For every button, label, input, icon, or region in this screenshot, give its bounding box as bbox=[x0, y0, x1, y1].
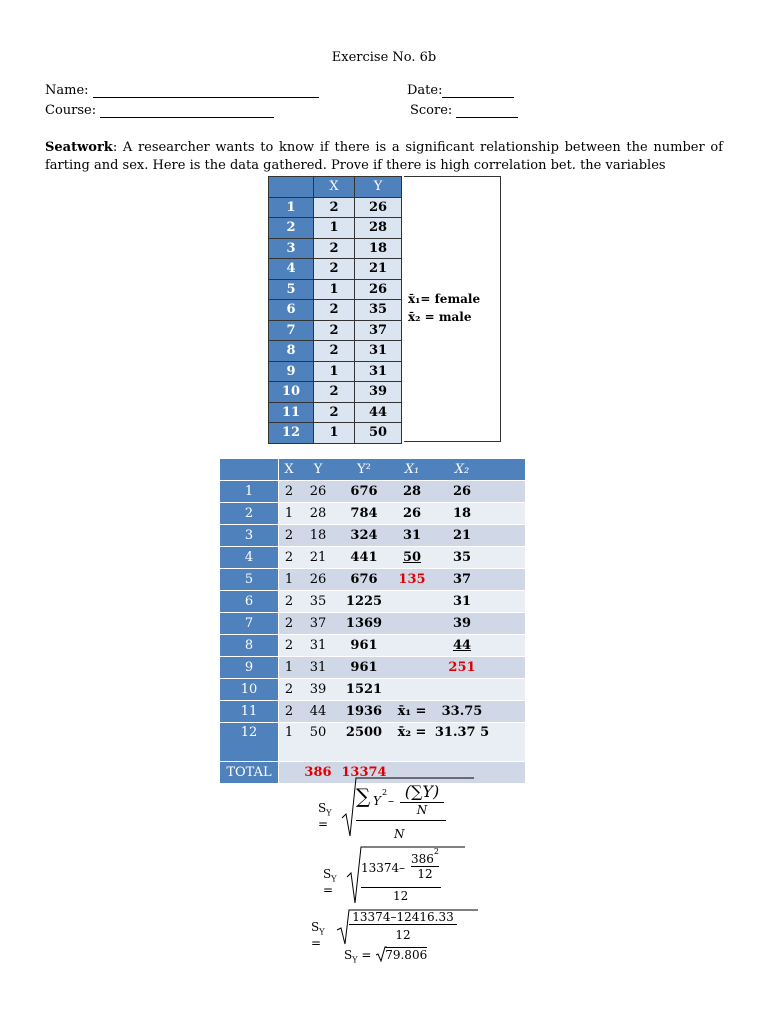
minus-sign: – bbox=[388, 794, 394, 808]
table-cell: 2 bbox=[279, 525, 300, 547]
table-cell: 2 bbox=[279, 635, 300, 657]
table-header-row bbox=[269, 177, 402, 198]
table-row bbox=[220, 657, 525, 679]
table-row bbox=[220, 481, 525, 503]
table-cell bbox=[391, 657, 433, 679]
total-y: 386 bbox=[299, 762, 337, 784]
table-cell: 2 bbox=[279, 481, 300, 503]
table-cell: 2 bbox=[314, 402, 355, 423]
table-cell bbox=[491, 569, 525, 591]
table-cell: 1 bbox=[279, 723, 300, 762]
table-cell: 676 bbox=[337, 481, 391, 503]
table-cell bbox=[433, 679, 491, 701]
sum-y-value: 386 bbox=[411, 852, 434, 866]
table-cell: 21 bbox=[355, 259, 402, 280]
table-cell: 28 bbox=[355, 218, 402, 239]
row-index: 10 bbox=[269, 382, 314, 403]
table-cell: 33.75 bbox=[433, 701, 491, 723]
formula-4 bbox=[344, 948, 427, 964]
y-symbol: Y bbox=[373, 794, 381, 808]
row-index: 11 bbox=[269, 402, 314, 423]
row-index: 9 bbox=[269, 361, 314, 382]
table-cell: 31 bbox=[355, 361, 402, 382]
row-index: 1 bbox=[269, 197, 314, 218]
table-cell: 2500 bbox=[337, 723, 391, 762]
sy-label: S bbox=[311, 920, 320, 934]
table-cell: 135 bbox=[391, 569, 433, 591]
row-index: 10 bbox=[220, 679, 279, 701]
legend bbox=[408, 290, 480, 326]
table-cell: 44 bbox=[355, 402, 402, 423]
row-index: 2 bbox=[269, 218, 314, 239]
table-cell: 37 bbox=[355, 320, 402, 341]
formula-3-denominator: 12 bbox=[395, 928, 411, 942]
score-field[interactable] bbox=[410, 103, 518, 118]
table-cell: 961 bbox=[337, 635, 391, 657]
table-cell bbox=[391, 591, 433, 613]
course-label: Course: bbox=[45, 103, 97, 118]
sy-sub: Y bbox=[331, 874, 337, 884]
table-row bbox=[220, 613, 525, 635]
table-cell bbox=[491, 525, 525, 547]
table-cell bbox=[391, 635, 433, 657]
table-row bbox=[220, 701, 525, 723]
table-cell: 1936 bbox=[337, 701, 391, 723]
row-index: 7 bbox=[220, 613, 279, 635]
table-cell bbox=[279, 762, 300, 784]
square-sup: 2 bbox=[433, 847, 439, 856]
table-cell: 1521 bbox=[337, 679, 391, 701]
table-row bbox=[269, 218, 402, 239]
table-cell: 31 bbox=[299, 657, 337, 679]
table-cell: 1 bbox=[314, 279, 355, 300]
table-row bbox=[269, 402, 402, 423]
inner-fraction bbox=[400, 782, 444, 817]
table-cell: 2 bbox=[279, 591, 300, 613]
table-cell: 18 bbox=[355, 238, 402, 259]
sy-sub: Y bbox=[326, 808, 332, 818]
table-cell: 39 bbox=[355, 382, 402, 403]
table-cell: 26 bbox=[355, 279, 402, 300]
table-cell bbox=[491, 723, 525, 762]
row-index: 6 bbox=[269, 300, 314, 321]
course-field[interactable] bbox=[45, 103, 274, 118]
table-row bbox=[220, 635, 525, 657]
table-row bbox=[269, 197, 402, 218]
square-sup: 2 bbox=[382, 788, 388, 797]
table-cell: 50 bbox=[391, 547, 433, 569]
table-cell bbox=[491, 613, 525, 635]
table-cell bbox=[491, 657, 525, 679]
table-cell: 441 bbox=[337, 547, 391, 569]
table-cell: 2 bbox=[314, 320, 355, 341]
column-header bbox=[269, 177, 314, 198]
sigma-symbol: ∑ bbox=[356, 784, 371, 808]
row-index: 5 bbox=[220, 569, 279, 591]
row-index: 12 bbox=[269, 423, 314, 444]
column-header: Y² bbox=[337, 459, 391, 481]
column-header: X bbox=[314, 177, 355, 198]
table-row bbox=[269, 238, 402, 259]
table-cell: 37 bbox=[433, 569, 491, 591]
table-cell: 1 bbox=[279, 657, 300, 679]
row-index: 11 bbox=[220, 701, 279, 723]
table-row bbox=[269, 279, 402, 300]
table-cell: 44 bbox=[299, 701, 337, 723]
table-row bbox=[269, 382, 402, 403]
table-cell: 1369 bbox=[337, 613, 391, 635]
table-cell: 2 bbox=[279, 613, 300, 635]
formula-2-numerator bbox=[361, 849, 441, 888]
row-index: 3 bbox=[220, 525, 279, 547]
table-cell: 2 bbox=[314, 238, 355, 259]
table-cell: 31 bbox=[355, 341, 402, 362]
table-cell bbox=[491, 679, 525, 701]
table-cell: 44 bbox=[433, 635, 491, 657]
equals-sign: = bbox=[318, 817, 329, 832]
table-cell: 2 bbox=[314, 259, 355, 280]
table-cell: 28 bbox=[391, 481, 433, 503]
score-label: Score: bbox=[410, 103, 453, 118]
table-cell: 50 bbox=[355, 423, 402, 444]
table-cell: 26 bbox=[433, 481, 491, 503]
table-cell: 31 bbox=[391, 525, 433, 547]
column-header: Y bbox=[299, 459, 337, 481]
legend-female: x̄₁= female bbox=[408, 292, 481, 306]
equals-sign: = bbox=[323, 883, 334, 898]
table-header-row bbox=[220, 459, 525, 481]
table-row bbox=[220, 525, 525, 547]
sy-label: S bbox=[318, 801, 327, 815]
row-index: 6 bbox=[220, 591, 279, 613]
table-cell: 1 bbox=[279, 503, 300, 525]
table-cell: 2 bbox=[279, 701, 300, 723]
column-header: X₁ bbox=[391, 459, 433, 481]
date-label: Date: bbox=[407, 83, 443, 98]
table-cell: 37 bbox=[299, 613, 337, 635]
sy-label: S bbox=[344, 948, 353, 962]
table-cell: 1 bbox=[314, 361, 355, 382]
table-cell: 18 bbox=[433, 503, 491, 525]
table-row bbox=[269, 361, 402, 382]
table-cell: 39 bbox=[299, 679, 337, 701]
formula-3-numerator: 13374–12416.33 bbox=[349, 910, 457, 925]
table-cell: 1225 bbox=[337, 591, 391, 613]
table-cell: 961 bbox=[337, 657, 391, 679]
table-cell bbox=[491, 701, 525, 723]
legend-male: x̄₂ = male bbox=[408, 310, 472, 324]
row-index: 1 bbox=[220, 481, 279, 503]
page-title: Exercise No. 6b bbox=[331, 50, 437, 65]
minus-sign: – bbox=[399, 861, 405, 875]
inner-denominator-2: 12 bbox=[417, 867, 433, 881]
table-cell: 324 bbox=[337, 525, 391, 547]
table-cell: 31.37 5 bbox=[433, 723, 491, 762]
table-cell: 26 bbox=[355, 197, 402, 218]
total-label: TOTAL bbox=[220, 762, 279, 784]
row-index: 3 bbox=[269, 238, 314, 259]
table-row bbox=[269, 320, 402, 341]
sy-label: S bbox=[323, 867, 332, 881]
table-row bbox=[220, 569, 525, 591]
column-header bbox=[220, 459, 279, 481]
sqrt-sign-4 bbox=[375, 946, 387, 962]
table-cell bbox=[491, 481, 525, 503]
table-row bbox=[269, 259, 402, 280]
table-cell: 1 bbox=[314, 218, 355, 239]
table-cell: 2 bbox=[279, 679, 300, 701]
table-row bbox=[220, 591, 525, 613]
table-cell: 31 bbox=[299, 635, 337, 657]
table-cell bbox=[491, 547, 525, 569]
seatwork-text: : A researcher wants to know if there is a significant relationship between the number of farting and sex. Here is the data gathered. Prove if there is high correlation bet. the variables bbox=[45, 140, 723, 173]
table-cell: 676 bbox=[337, 569, 391, 591]
result-value: 79.806 bbox=[385, 948, 428, 962]
table-cell: 21 bbox=[433, 525, 491, 547]
table-cell: 28 bbox=[299, 503, 337, 525]
table-cell: 1 bbox=[279, 569, 300, 591]
name-line[interactable] bbox=[93, 85, 319, 98]
table-cell: 26 bbox=[391, 503, 433, 525]
row-index: 7 bbox=[269, 320, 314, 341]
table-cell: 2 bbox=[314, 382, 355, 403]
course-line[interactable] bbox=[100, 105, 274, 118]
table-row bbox=[269, 300, 402, 321]
table-cell: 2 bbox=[314, 300, 355, 321]
table-row bbox=[220, 547, 525, 569]
column-header: X bbox=[279, 459, 300, 481]
table-cell bbox=[391, 679, 433, 701]
equals-sign: = bbox=[311, 936, 322, 951]
column-header: Y bbox=[355, 177, 402, 198]
data-table bbox=[268, 176, 402, 444]
table-cell: 26 bbox=[299, 481, 337, 503]
row-index: 12 bbox=[220, 723, 279, 762]
table-cell: 784 bbox=[337, 503, 391, 525]
table-row bbox=[269, 341, 402, 362]
table-cell: 39 bbox=[433, 613, 491, 635]
table-cell: 26 bbox=[299, 569, 337, 591]
name-field[interactable] bbox=[45, 83, 319, 98]
table-cell: 31 bbox=[433, 591, 491, 613]
table-cell: 18 bbox=[299, 525, 337, 547]
row-index: 8 bbox=[269, 341, 314, 362]
table-cell: 35 bbox=[299, 591, 337, 613]
sum-y2-value: 13374 bbox=[361, 861, 400, 875]
table-cell bbox=[491, 635, 525, 657]
inner-denominator: N bbox=[416, 803, 428, 817]
table-cell: 50 bbox=[299, 723, 337, 762]
inner-fraction-2 bbox=[411, 847, 439, 881]
table-cell: 2 bbox=[314, 197, 355, 218]
table-cell: 21 bbox=[299, 547, 337, 569]
seatwork-label: Seatwork bbox=[45, 140, 113, 155]
table-row bbox=[220, 723, 525, 762]
row-index: 2 bbox=[220, 503, 279, 525]
date-line[interactable] bbox=[442, 85, 514, 98]
seatwork-paragraph bbox=[45, 139, 723, 175]
table-row bbox=[220, 503, 525, 525]
row-index: 9 bbox=[220, 657, 279, 679]
inner-numerator: (∑Y) bbox=[400, 782, 444, 803]
formula-1-denominator: N bbox=[394, 827, 405, 841]
formula-1-numerator bbox=[356, 782, 446, 821]
equals-sign: = bbox=[357, 948, 372, 962]
table-cell: 251 bbox=[433, 657, 491, 679]
table-row bbox=[220, 679, 525, 701]
computation-table bbox=[220, 459, 525, 784]
formula-2-denominator: 12 bbox=[393, 889, 409, 903]
table-cell: x̄₂ = bbox=[391, 723, 433, 762]
column-header: X₂ bbox=[433, 459, 491, 481]
table-cell: 2 bbox=[279, 547, 300, 569]
sy-sub: Y bbox=[352, 955, 358, 965]
row-index: 4 bbox=[269, 259, 314, 280]
table-cell: x̄₁ = bbox=[391, 701, 433, 723]
table-cell: 2 bbox=[314, 341, 355, 362]
table-cell: 1 bbox=[314, 423, 355, 444]
table-cell: 35 bbox=[433, 547, 491, 569]
sy-sub: Y bbox=[319, 927, 325, 937]
table-cell bbox=[491, 591, 525, 613]
sqrt-expression bbox=[375, 948, 427, 962]
table-cell bbox=[391, 613, 433, 635]
row-index: 8 bbox=[220, 635, 279, 657]
total-y2: 13374 bbox=[337, 762, 391, 784]
table-cell: 35 bbox=[355, 300, 402, 321]
table-cell bbox=[491, 503, 525, 525]
date-field[interactable] bbox=[407, 83, 514, 98]
score-line[interactable] bbox=[456, 105, 518, 118]
table-row bbox=[269, 423, 402, 444]
row-index: 5 bbox=[269, 279, 314, 300]
table-cell bbox=[491, 762, 525, 784]
column-header bbox=[491, 459, 525, 481]
row-index: 4 bbox=[220, 547, 279, 569]
name-label: Name: bbox=[45, 83, 89, 98]
